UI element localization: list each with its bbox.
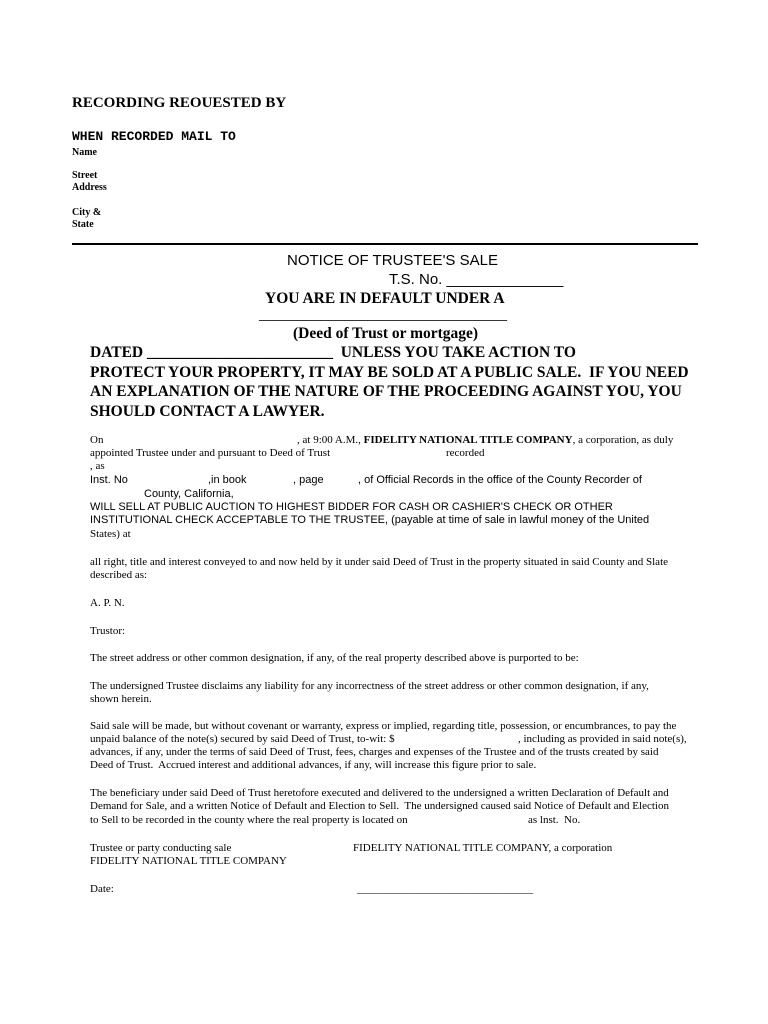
address-label: Address bbox=[72, 182, 107, 193]
sale-time: , at 9:00 A.M., bbox=[297, 434, 364, 446]
will-sell-line-1: WILL SELL AT PUBLIC AUCTION TO HIGHEST BIDDER FOR CASH OR CASHIER'S CHECK OR OTHER bbox=[90, 501, 613, 513]
appointed-text: appointed Trustee under and pursuant to Deed of Trust bbox=[90, 447, 331, 459]
disclaimer-line-2: shown herein. bbox=[90, 693, 152, 705]
default-notice: YOU ARE IN DEFAULT UNDER A bbox=[265, 290, 505, 307]
ts-number: T.S. No. ______________ bbox=[389, 271, 564, 288]
street-address-text: The street address or other common designation, if any, of the real property described above is purported to be: bbox=[90, 652, 579, 664]
beneficiary-line-3b: as lnst. No. bbox=[528, 814, 581, 826]
trustee-party-label: Trustee or party conducting sale bbox=[90, 842, 232, 854]
beneficiary-line-2: Demand for Sale, and a written Notice of Default and Election to Sell. The undersigned caused said Notice of Default and Election bbox=[90, 800, 669, 812]
sale-terms-line-1: Said sale will be made, but without covenant or warranty, express or implied, regarding title, possession, or encumbrances, to pay the bbox=[90, 720, 677, 732]
trustor-label: Trustor: bbox=[90, 625, 126, 637]
beneficiary-line-3a: to Sell to be recorded in the county where the real property is located on bbox=[90, 814, 408, 826]
sale-terms-line-3: advances, if any, under the terms of said Deed of Trust, fees, charges and expenses of the Trustee and of the trusts created by said bbox=[90, 746, 659, 758]
official-records-text: , of Official Records in the office of the County Recorder of bbox=[358, 474, 642, 486]
will-sell-line-3: States) at bbox=[90, 528, 131, 540]
disclaimer-line-1: The undersigned Trustee disclaims any liability for any incorrectness of the street address or other common designation, if any, bbox=[90, 680, 649, 692]
apn-label: A. P. N. bbox=[90, 597, 125, 609]
notice-title: NOTICE OF TRUSTEE'S SALE bbox=[287, 252, 498, 269]
street-label: Street bbox=[72, 170, 98, 181]
as-text: , as bbox=[90, 460, 105, 472]
date-label: Date: bbox=[90, 883, 114, 895]
company-name: FIDELITY NATIONAL TITLE COMPANY bbox=[363, 434, 573, 446]
all-right-line-1: all right, title and interest conveyed to and now held by it under said Deed of Trust in the property situated in said County and Slate bbox=[90, 556, 669, 568]
all-right-line-2: described as: bbox=[90, 569, 148, 581]
inst-no-label: Inst. No bbox=[90, 474, 128, 486]
warning-line: AN EXPLANATION OF THE NATURE OF THE PROCEEDING AGAINST YOU, YOU bbox=[90, 383, 682, 400]
instrument-blank-line: ________________________________ bbox=[259, 306, 507, 323]
sale-terms-line-2b: , including as provided in said note(s), bbox=[518, 733, 687, 745]
state-label: State bbox=[72, 219, 94, 230]
recorded-text: recorded bbox=[446, 447, 485, 459]
sale-terms-line-2a: unpaid balance of the note(s) secured by said Deed of Trust, to-wit: $ bbox=[90, 733, 395, 745]
beneficiary-line-1: The beneficiary under said Deed of Trust heretofore executed and delivered to the undersigned a written Declaration of Default and bbox=[90, 787, 669, 799]
warning-line: PROTECT YOUR PROPERTY, IT MAY BE SOLD AT A PUBLIC SALE. IF YOU NEED bbox=[90, 363, 689, 381]
sale-terms-line-4: Deed of Trust. Accrued interest and additional advances, if any, will increase this figure prior to sale. bbox=[90, 759, 537, 771]
warning-line: SHOULD CONTACT A LAWYER. bbox=[90, 402, 325, 420]
sale-time-line bbox=[297, 434, 673, 447]
fidelity-company-right: FIDELITY NATIONAL TITLE COMPANY, a corporation bbox=[353, 842, 613, 854]
recording-requested-heading: RECORDING REOUESTED BY bbox=[72, 95, 287, 111]
when-recorded-heading: WHEN RECORDED MAIL TO bbox=[72, 129, 236, 144]
city-label: City & bbox=[72, 207, 102, 218]
book-label: ,in book bbox=[208, 474, 247, 486]
warning-line: DATED ________________________ UNLESS YOU TAKE ACTION TO bbox=[90, 344, 576, 361]
deed-of-trust-label: (Deed of Trust or mortgage) bbox=[293, 325, 479, 342]
fidelity-company-left: FIDELITY NATIONAL TITLE COMPANY bbox=[90, 855, 287, 867]
will-sell-line-2: INSTITUTIONAL CHECK ACCEPTABLE TO THE TRUSTEE, (payable at time of sale in lawful money of the United bbox=[90, 514, 650, 526]
county-text: County, California, bbox=[144, 488, 234, 500]
corporation-text: , a corporation, as duly bbox=[572, 434, 674, 446]
warning-paragraph bbox=[90, 343, 710, 421]
page-label: , page bbox=[293, 474, 324, 486]
header-divider bbox=[72, 243, 698, 245]
on-label: On bbox=[90, 434, 104, 446]
name-label: Name bbox=[72, 147, 97, 158]
signature-line: ________________________________ bbox=[357, 883, 533, 895]
